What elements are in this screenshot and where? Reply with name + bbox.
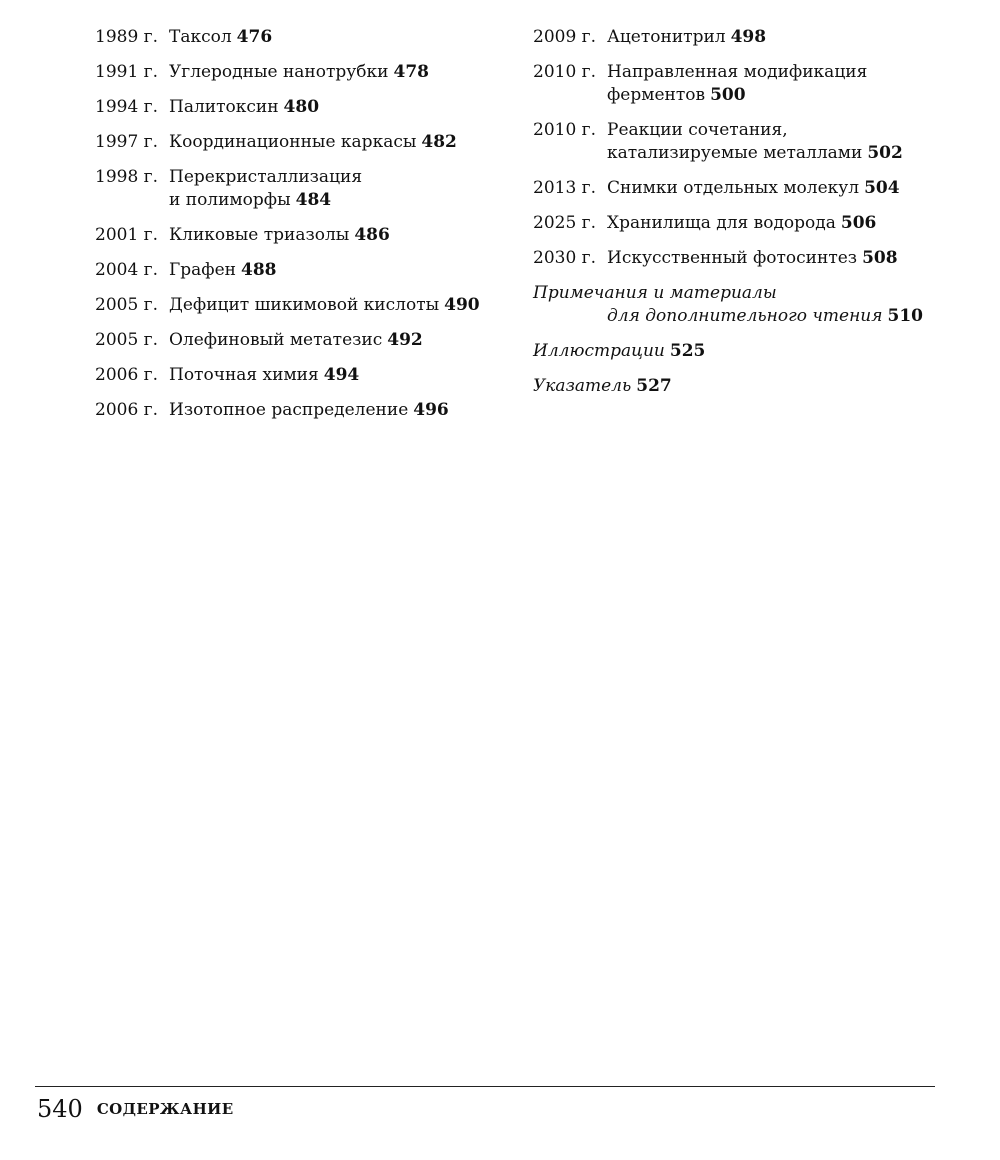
entry-title: Дефицит шикимовой кислоты 490 (169, 295, 480, 315)
entry-title-continued: ферментов 500 (607, 85, 746, 105)
toc-entry[interactable] (95, 259, 515, 282)
entry-page: 480 (283, 97, 320, 117)
entry-title: Углеродные нанотрубки 478 (169, 62, 429, 82)
entry-title: Изотопное распределение 496 (169, 400, 449, 420)
toc-entry[interactable] (95, 294, 515, 317)
entry-page: 478 (393, 62, 429, 82)
entry-title: Кликовые триазолы 486 (169, 225, 390, 245)
entry-page: 506 (840, 213, 877, 233)
entry-year: 2013 г. (533, 178, 596, 198)
entry-year: 2006 г. (95, 365, 158, 385)
entry-title: Примечания и материалы (533, 283, 777, 303)
entry-year: 2001 г. (95, 225, 158, 245)
toc-entry[interactable] (95, 166, 515, 212)
entry-year: 1989 г. (95, 27, 158, 47)
entry-year: 2030 г. (533, 248, 596, 268)
entry-page: 490 (444, 295, 480, 315)
entry-title-continued: и полиморфы 484 (169, 190, 332, 210)
entry-title: Поточная химия 494 (169, 365, 360, 385)
entry-year: 2004 г. (95, 260, 158, 280)
entry-year: 1991 г. (95, 62, 158, 82)
entry-page: 492 (387, 330, 423, 350)
entry-title-continued: для дополнительного чтения 510 (607, 306, 924, 326)
toc-entry-illustrations[interactable] (533, 340, 953, 363)
toc-entry[interactable] (533, 119, 953, 165)
entry-year: 2006 г. (95, 400, 158, 420)
entry-page: 488 (240, 260, 277, 280)
toc-entry[interactable] (533, 61, 953, 107)
toc-entry[interactable] (95, 399, 515, 422)
page-footer (37, 1094, 234, 1124)
entry-page: 502 (867, 143, 903, 163)
toc-entry[interactable] (95, 131, 515, 154)
entry-year: 2005 г. (95, 295, 158, 315)
entry-year: 2010 г. (533, 62, 596, 82)
entry-year: 2005 г. (95, 330, 158, 350)
entry-page: 525 (669, 341, 706, 361)
entry-year: 2010 г. (533, 120, 596, 140)
entry-page: 498 (730, 27, 767, 47)
entry-title: Палитоксин 480 (169, 97, 320, 117)
entry-page: 476 (236, 27, 273, 47)
entry-page: 500 (710, 85, 746, 105)
entry-page: 496 (413, 400, 449, 420)
toc-entry-notes[interactable] (533, 282, 953, 328)
entry-title: Иллюстрации (533, 341, 665, 361)
toc-entry[interactable] (95, 224, 515, 247)
entry-title: Направленная модификация (607, 62, 868, 82)
entry-page: 504 (864, 178, 900, 198)
toc-column-right (533, 26, 953, 410)
entry-page: 527 (636, 376, 672, 396)
toc-entry[interactable] (95, 61, 515, 84)
toc-entry[interactable] (533, 26, 953, 49)
entry-page: 508 (862, 248, 898, 268)
page-number: 540 (37, 1095, 83, 1123)
entry-title: Указатель (533, 376, 632, 396)
toc-entry[interactable] (95, 329, 515, 352)
entry-title: Олефиновый метатезис 492 (169, 330, 423, 350)
entry-page: 484 (295, 190, 332, 210)
toc-entry[interactable] (533, 247, 953, 270)
entry-title: Реакции сочетания, (607, 120, 788, 140)
toc-entry-index[interactable] (533, 375, 953, 398)
entry-title: Координационные каркасы 482 (169, 132, 457, 152)
footer-divider (35, 1086, 935, 1087)
toc-entry[interactable] (95, 96, 515, 119)
entry-title: Искусственный фотосинтез 508 (607, 248, 898, 268)
toc-entry[interactable] (95, 26, 515, 49)
section-title: СОДЕРЖАНИЕ (96, 1100, 234, 1118)
entry-year: 2025 г. (533, 213, 596, 233)
toc-column-left (95, 26, 515, 434)
entry-title: Графен 488 (169, 260, 277, 280)
entry-title: Хранилища для водорода 506 (607, 213, 877, 233)
toc-entry[interactable] (533, 212, 953, 235)
entry-title: Ацетонитрил 498 (607, 27, 767, 47)
toc-entry[interactable] (95, 364, 515, 387)
entry-title-continued: катализируемые металлами 502 (607, 143, 903, 163)
entry-year: 1997 г. (95, 132, 158, 152)
entry-year: 1998 г. (95, 167, 158, 187)
entry-title: Снимки отдельных молекул 504 (607, 178, 900, 198)
entry-year: 2009 г. (533, 27, 596, 47)
entry-page: 486 (354, 225, 390, 245)
entry-year: 1994 г. (95, 97, 158, 117)
entry-title: Таксол 476 (169, 27, 273, 47)
entry-page: 494 (323, 365, 360, 385)
entry-page: 482 (421, 132, 457, 152)
entry-title: Перекристаллизация (169, 167, 363, 187)
toc-entry[interactable] (533, 177, 953, 200)
entry-page: 510 (887, 306, 924, 326)
